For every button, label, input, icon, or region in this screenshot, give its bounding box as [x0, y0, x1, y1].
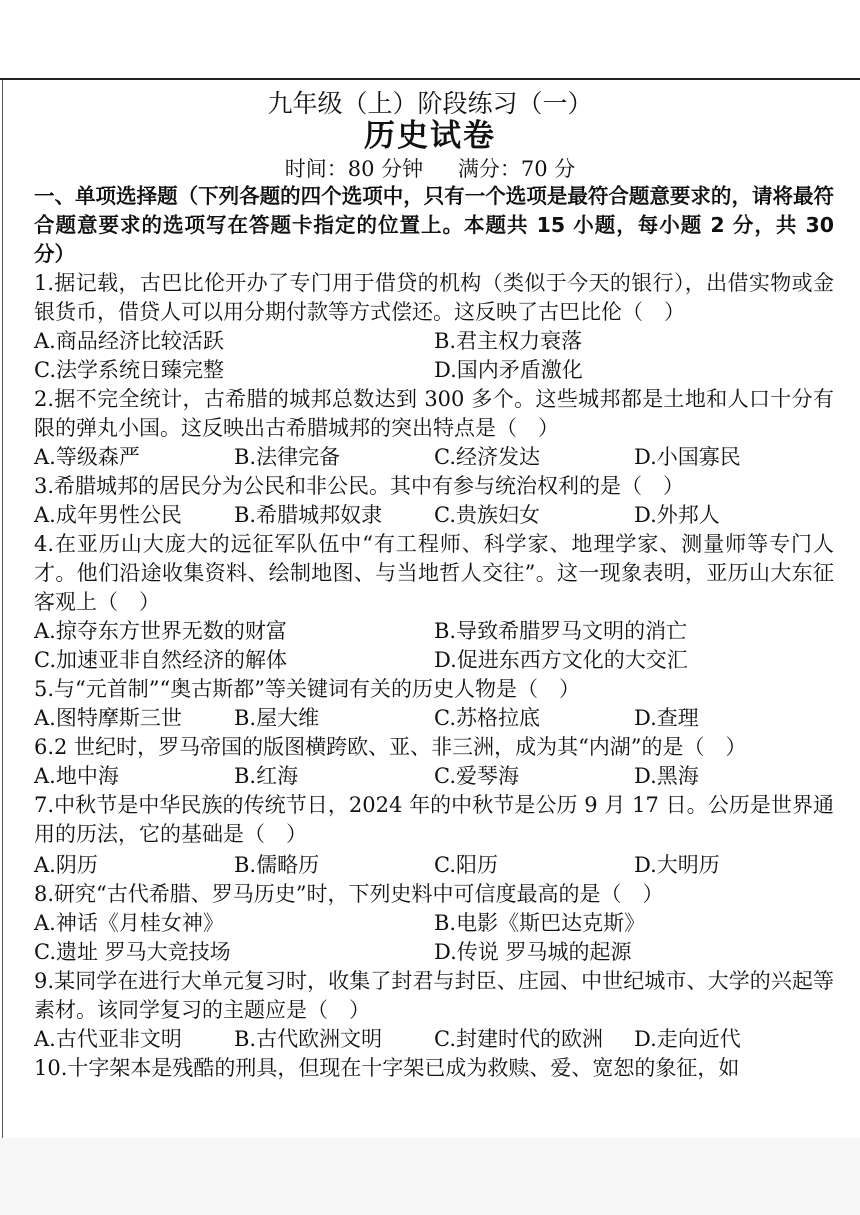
- option: A.成年男性公民: [34, 503, 182, 527]
- question-stem: 9.某同学在进行大单元复习时，收集了封君与封臣、庄园、中世纪城市、大学的兴起等素材。该同学复习的主题应是（ ）: [34, 969, 834, 1022]
- option: B.儒略历: [234, 853, 320, 877]
- top-divider: [0, 78, 860, 80]
- option: B.法律完备: [234, 445, 341, 469]
- option: B.红海: [234, 764, 299, 788]
- option: D.外邦人: [634, 503, 720, 527]
- exam-meta: [0, 155, 860, 183]
- option-row: [34, 704, 834, 733]
- option: B.古代欧洲文明: [234, 1027, 383, 1051]
- option: B.希腊城邦奴隶: [234, 503, 383, 527]
- question-stem: 7.中秋节是中华民族的传统节日，2024 年的中秋节是公历 9 月 17 日。公历是世界通用的历法，它的基础是（ ）: [34, 793, 834, 846]
- page-footer-area: [0, 1138, 860, 1215]
- question-stem: 8.研究“古代希腊、罗马历史”时，下列史料中可信度最高的是（ ）: [34, 882, 664, 906]
- exam-content: [34, 182, 834, 1083]
- option-row: [34, 938, 834, 967]
- option: D.促进东西方文化的大交汇: [434, 648, 688, 672]
- option: A.古代亚非文明: [34, 1027, 182, 1051]
- option: D.小国寡民: [634, 445, 741, 469]
- option: B.君主权力衰落: [434, 329, 583, 353]
- option: A.地中海: [34, 764, 119, 788]
- option: D.走向近代: [634, 1027, 741, 1051]
- option-row: [34, 909, 834, 938]
- question-stem: 2.据不完全统计，古希腊的城邦总数达到 300 多个。这些城邦都是土地和人口十分有限的弹丸小国。这反映出古希腊城邦的突出特点是（ ）: [34, 387, 834, 440]
- option: C.封建时代的欧洲: [434, 1027, 603, 1051]
- exam-score: 满分：70 分: [457, 157, 576, 181]
- option: D.国内矛盾激化: [434, 358, 583, 382]
- question-stem: 5.与“元首制”“奥古斯都”等关键词有关的历史人物是（ ）: [34, 677, 580, 701]
- option: C.贵族妇女: [434, 503, 540, 527]
- option: D.查理: [634, 706, 699, 730]
- question-stem: 10.十字架本是残酷的刑具，但现在十字架已成为救赎、爱、宽恕的象征，如: [34, 1056, 740, 1080]
- option: B.导致希腊罗马文明的消亡: [434, 619, 688, 643]
- option: C.爱琴海: [434, 764, 519, 788]
- question-stem: 3.希腊城邦的居民分为公民和非公民。其中有参与统治权利的是（ ）: [34, 474, 685, 498]
- option: A.等级森严: [34, 445, 140, 469]
- option: C.苏格拉底: [434, 706, 540, 730]
- exam-grade-heading: 九年级（上）阶段练习（一）: [267, 89, 593, 118]
- option-row: [34, 1025, 834, 1054]
- option: A.神话《月桂女神》: [34, 911, 224, 935]
- option: C.遗址 罗马大竞技场: [34, 940, 231, 964]
- option-row: [34, 851, 834, 880]
- option: B.屋大维: [234, 706, 320, 730]
- option-row: [34, 443, 834, 472]
- option: D.大明历: [634, 853, 720, 877]
- option-row: [34, 501, 834, 530]
- question-stem: 1.据记载，古巴比伦开办了专门用于借贷的机构（类似于今天的银行），出借实物或金银货币，借贷人可以用分期付款等方式偿还。这反映了古巴比伦（ ）: [34, 271, 834, 324]
- question-stem: 6.2 世纪时，罗马帝国的版图横跨欧、亚、非三洲，成为其“内湖”的是（ ）: [34, 735, 747, 759]
- option: A.阴历: [34, 853, 98, 877]
- option: C.法学系统日臻完整: [34, 358, 224, 382]
- left-border: [2, 80, 3, 1140]
- option-row: [34, 356, 834, 385]
- exam-time: 时间：80 分钟: [284, 157, 424, 181]
- option-row: [34, 646, 834, 675]
- option: D.传说 罗马城的起源: [434, 940, 632, 964]
- option: D.黑海: [634, 764, 699, 788]
- option: C.加速亚非自然经济的解体: [34, 648, 287, 672]
- option: C.经济发达: [434, 445, 540, 469]
- option: C.阳历: [434, 853, 498, 877]
- option-row: [34, 617, 834, 646]
- option-row: [34, 327, 834, 356]
- section-instruction: 一、单项选择题（下列各题的四个选项中，只有一个选项是最符合题意要求的，请将最符合题意要求的选项写在答题卡指定的位置上。本题共 15 小题，每小题 2 分，共 30 分）: [34, 184, 834, 266]
- option: A.掠夺东方世界无数的财富: [34, 619, 287, 643]
- exam-title: 历史试卷: [364, 118, 496, 154]
- option: B.电影《斯巴达克斯》: [434, 911, 646, 935]
- option: A.图特摩斯三世: [34, 706, 182, 730]
- option: A.商品经济比较活跃: [34, 329, 224, 353]
- question-stem: 4.在亚历山大庞大的远征军队伍中“有工程师、科学家、地理学家、测量师等专门人才。他们沿途收集资料、绘制地图、与当地哲人交往”。这一现象表明，亚历山大东征客观上（ ）: [34, 532, 834, 614]
- option-row: [34, 762, 834, 791]
